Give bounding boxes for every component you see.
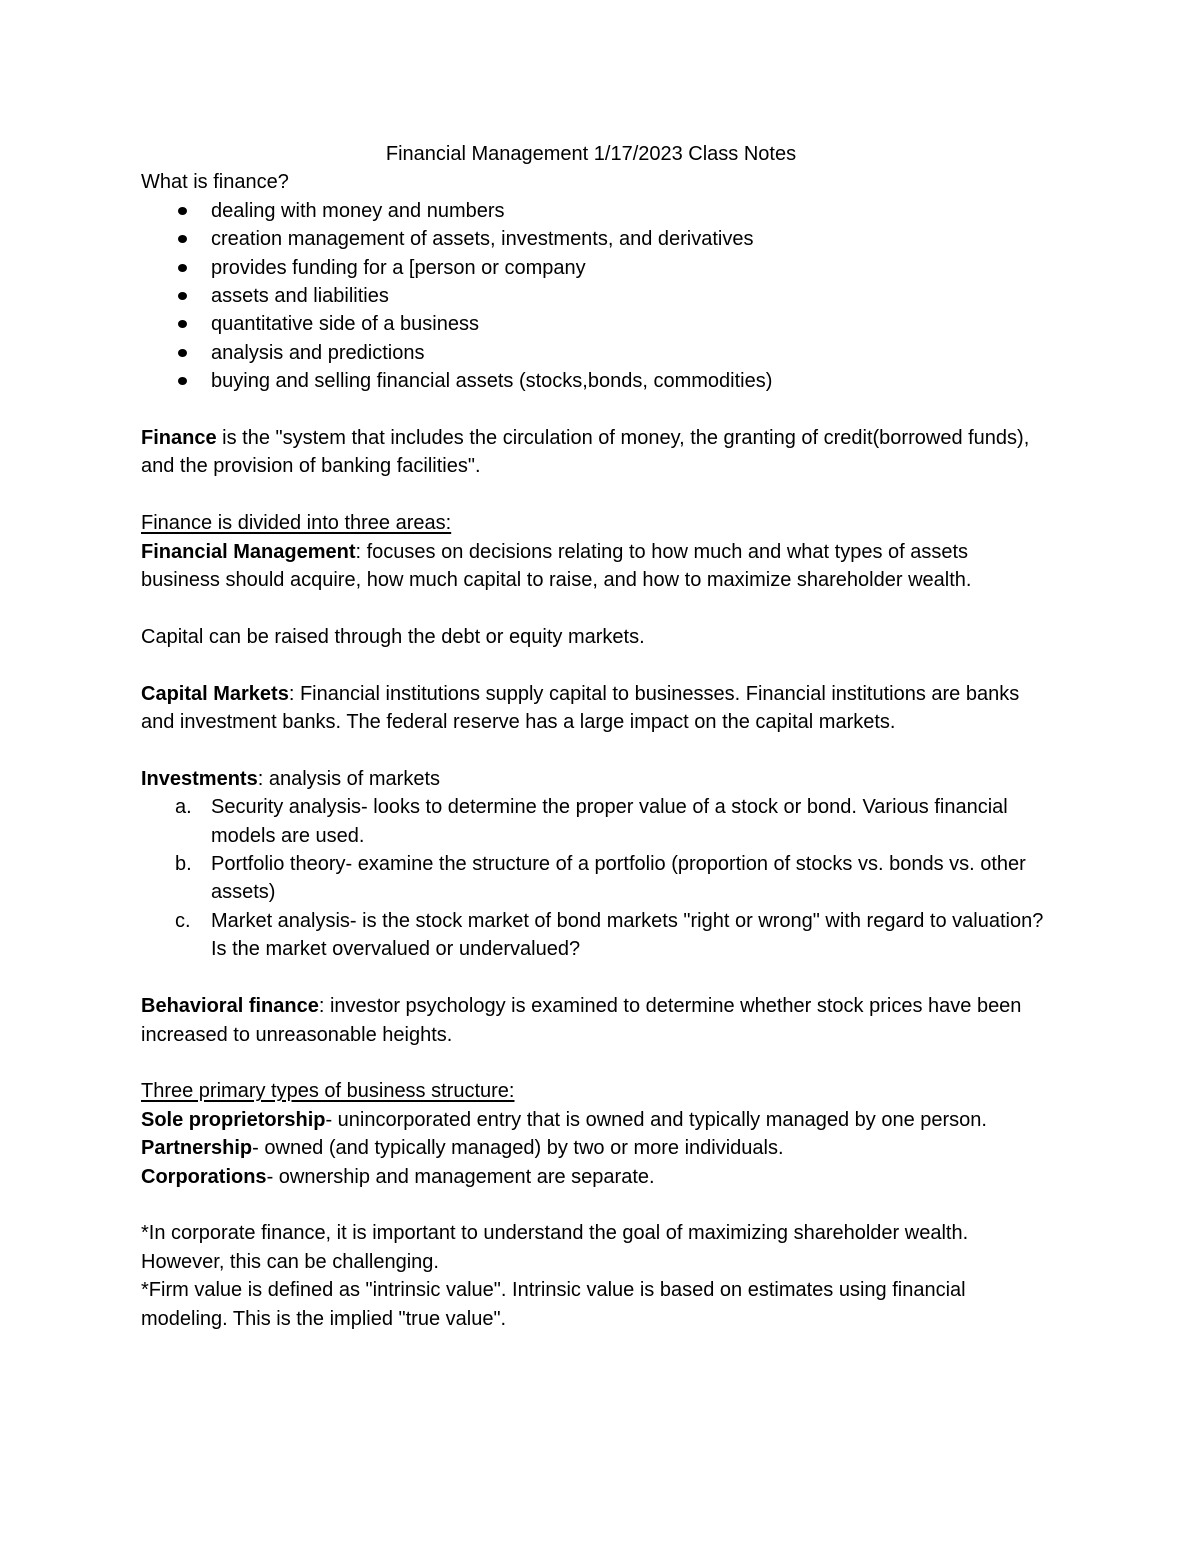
- structure-partnership: Partnership- owned (and typically managed) by two or more individuals.: [141, 1137, 784, 1160]
- structure-corporations: Corporations- ownership and management are separate.: [141, 1165, 655, 1188]
- term-capital-markets: Capital Markets: [141, 682, 289, 705]
- list-item: creation management of assets, investments, and derivatives: [141, 225, 1051, 253]
- term-finance: Finance: [141, 427, 217, 450]
- structure-sole-proprietorship: Sole proprietorship- unincorporated entry that is owned and typically managed by one person.: [141, 1108, 987, 1131]
- list-item: quantitative side of a business: [141, 310, 1051, 338]
- bullet-icon: [178, 264, 187, 272]
- list-item: analysis and predictions: [141, 339, 1051, 367]
- areas-heading: Finance is divided into three areas:: [141, 512, 452, 535]
- bullet-icon: [178, 207, 187, 215]
- footnote-shareholder-wealth: *In corporate finance, it is important to understand the goal of maximizing shareholder wealth. However, this can be challenging.: [141, 1222, 969, 1273]
- investments-paragraph: Investments: analysis of markets: [141, 767, 441, 790]
- bullet-icon: [178, 235, 187, 243]
- footnote-intrinsic-value: *Firm value is defined as "intrinsic value". Intrinsic value is based on estimates using financial modeling. This is the implied "true value".: [141, 1279, 966, 1330]
- list-item: b. Portfolio theory- examine the structure of a portfolio (proportion of stocks vs. bonds vs. other assets): [175, 853, 1026, 904]
- document-title: Financial Management 1/17/2023 Class Notes: [385, 143, 797, 165]
- finance-bullet-list: [141, 197, 1051, 396]
- bullet-icon: [178, 320, 187, 328]
- financial-management-paragraph: Financial Management: focuses on decisions relating to how much and what types of assets business should acquire, how much capital to raise, and how to maximize shareholder wealth.: [141, 540, 972, 592]
- structure-heading: Three primary types of business structure:: [141, 1080, 515, 1103]
- list-item: dealing with money and numbers: [141, 197, 1051, 225]
- list-item: assets and liabilities: [141, 282, 1051, 310]
- finance-definition: Finance is the "system that includes the circulation of money, the granting of credit(borrowed funds), and the provision of banking facilities".: [141, 427, 1030, 478]
- document-body: [141, 140, 1051, 1333]
- term-financial-management: Financial Management: [141, 540, 356, 563]
- list-item: provides funding for a [person or company: [141, 254, 1051, 282]
- list-item: a. Security analysis- looks to determine the proper value of a stock or bond. Various financial models are used.: [175, 796, 1008, 847]
- list-item: buying and selling financial assets (stocks,bonds, commodities): [141, 367, 1051, 395]
- bullet-icon: [178, 377, 187, 385]
- term-investments: Investments: [141, 767, 258, 790]
- capital-note: Capital can be raised through the debt or equity markets.: [141, 625, 645, 648]
- bullet-icon: [178, 292, 187, 300]
- bullet-icon: [178, 349, 187, 357]
- investments-list: [141, 793, 1051, 963]
- term-behavioral-finance: Behavioral finance: [141, 995, 319, 1018]
- intro-question: What is finance?: [141, 171, 289, 194]
- capital-markets-paragraph: Capital Markets: Financial institutions supply capital to businesses. Financial institutions are banks and investment banks. The federal reserve has a large impact on the capital markets.: [141, 682, 1020, 734]
- list-item: c. Market analysis- is the stock market of bond markets "right or wrong" with regard to valuation? Is the market overvalued or undervalued?: [175, 909, 1044, 961]
- behavioral-finance-paragraph: Behavioral finance: investor psychology is examined to determine whether stock prices have been increased to unreasonable heights.: [141, 995, 1022, 1046]
